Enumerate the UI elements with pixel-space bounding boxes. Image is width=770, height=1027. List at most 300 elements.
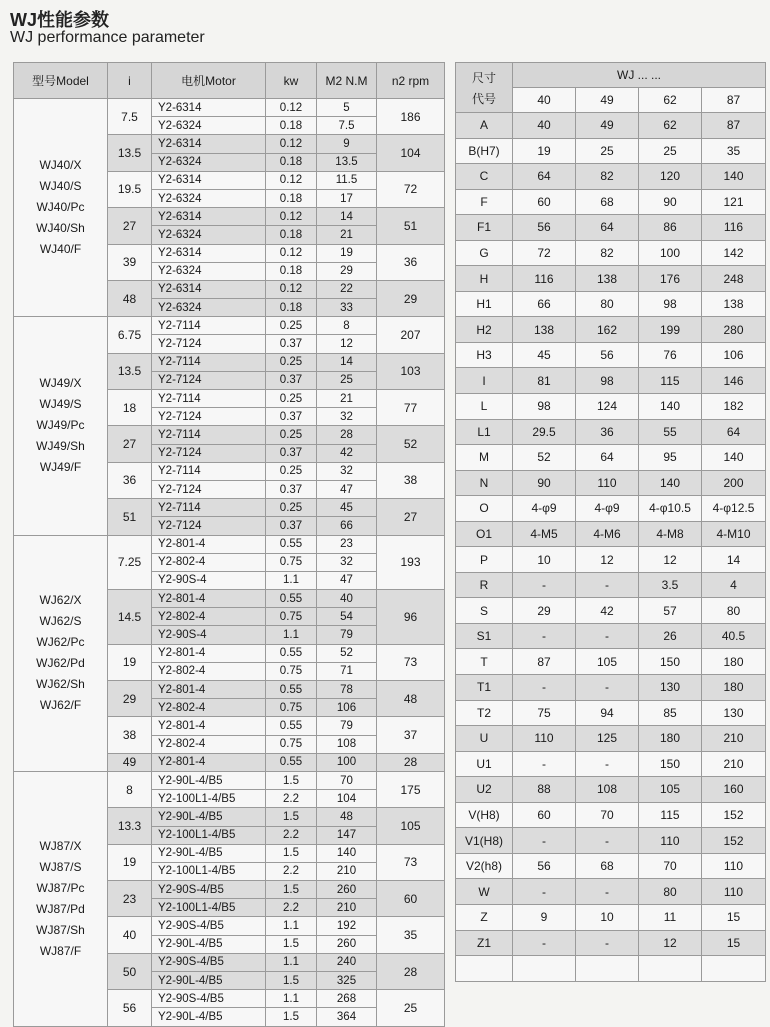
- dimension-value-cell: 140: [702, 164, 766, 190]
- torque-cell: 108: [317, 735, 377, 753]
- ratio-cell: 19: [108, 844, 152, 880]
- size-62: 62: [639, 88, 702, 113]
- dimension-value-cell: 64: [576, 215, 639, 241]
- torque-cell: 22: [317, 280, 377, 298]
- dimension-value-cell: 106: [702, 342, 766, 368]
- kw-cell: 1.1: [266, 917, 317, 935]
- dimension-code-cell: R: [456, 572, 513, 598]
- table-row: [456, 445, 766, 471]
- dimension-value-cell: 95: [639, 445, 702, 471]
- kw-cell: 0.18: [266, 153, 317, 171]
- dimension-value-cell: 152: [702, 828, 766, 854]
- rpm-cell: 29: [377, 280, 445, 316]
- table-row: [14, 535, 445, 553]
- dimension-value-cell: -: [513, 623, 576, 649]
- dimension-series-header: WJ ... ...: [513, 63, 766, 88]
- kw-cell: 0.18: [266, 299, 317, 317]
- dimension-value-cell: 152: [702, 802, 766, 828]
- torque-cell: 32: [317, 408, 377, 426]
- ratio-cell: 7.5: [108, 99, 152, 135]
- table-row: [456, 598, 766, 624]
- dimension-value-cell: 29.5: [513, 419, 576, 445]
- dimension-value-cell: 3.5: [639, 572, 702, 598]
- dimension-code-cell: L1: [456, 419, 513, 445]
- torque-cell: 11.5: [317, 171, 377, 189]
- rpm-cell: 104: [377, 135, 445, 171]
- kw-cell: 0.75: [266, 735, 317, 753]
- motor-cell: Y2-100L1-4/B5: [152, 899, 266, 917]
- dimension-value-cell: 138: [702, 291, 766, 317]
- dimension-value-cell: 19: [513, 138, 576, 164]
- table-row: [456, 419, 766, 445]
- dimension-value-cell: 160: [702, 777, 766, 803]
- model-name: WJ40/Pc: [36, 200, 85, 215]
- motor-cell: Y2-90L-4/B5: [152, 1008, 266, 1026]
- dimension-code-cell: S: [456, 598, 513, 624]
- header-ratio: i: [108, 63, 152, 99]
- dimension-value-cell: 110: [702, 879, 766, 905]
- dimension-value-cell: -: [576, 828, 639, 854]
- model-cell: [14, 317, 108, 535]
- kw-cell: 0.12: [266, 99, 317, 117]
- dimension-value-cell: 55: [639, 419, 702, 445]
- motor-cell: Y2-801-4: [152, 717, 266, 735]
- motor-cell: Y2-802-4: [152, 735, 266, 753]
- motor-cell: Y2-7124: [152, 480, 266, 498]
- kw-cell: 1.5: [266, 881, 317, 899]
- dimension-code-cell: M: [456, 445, 513, 471]
- motor-cell: Y2-90L-4/B5: [152, 771, 266, 789]
- model-cell: [14, 99, 108, 317]
- kw-cell: 0.12: [266, 171, 317, 189]
- torque-cell: 13.5: [317, 153, 377, 171]
- torque-cell: 52: [317, 644, 377, 662]
- motor-cell: Y2-90L-4/B5: [152, 935, 266, 953]
- dimension-code-cell: C: [456, 164, 513, 190]
- motor-cell: Y2-801-4: [152, 644, 266, 662]
- dimension-value-cell: 94: [576, 700, 639, 726]
- dimension-value-cell: 248: [702, 266, 766, 292]
- dimension-value-cell: 4-M10: [702, 521, 766, 547]
- torque-cell: 28: [317, 426, 377, 444]
- motor-cell: Y2-7114: [152, 317, 266, 335]
- kw-cell: 2.2: [266, 826, 317, 844]
- dimension-value-cell: 60: [513, 802, 576, 828]
- table-row: [456, 521, 766, 547]
- torque-cell: 325: [317, 972, 377, 990]
- dimension-value-cell: 25: [576, 138, 639, 164]
- table-row: [456, 215, 766, 241]
- table-row: [456, 879, 766, 905]
- torque-cell: 14: [317, 353, 377, 371]
- kw-cell: 1.1: [266, 990, 317, 1008]
- kw-cell: 0.25: [266, 353, 317, 371]
- dimension-value-cell: 98: [513, 394, 576, 420]
- motor-cell: Y2-7114: [152, 462, 266, 480]
- kw-cell: 0.18: [266, 226, 317, 244]
- dimension-code-cell: W: [456, 879, 513, 905]
- kw-cell: 1.5: [266, 935, 317, 953]
- table-row: [456, 751, 766, 777]
- dimension-header-row: [456, 63, 766, 88]
- motor-cell: Y2-7124: [152, 371, 266, 389]
- dimension-code-cell: H2: [456, 317, 513, 343]
- model-name: WJ49/F: [39, 460, 82, 475]
- table-row: [456, 802, 766, 828]
- ratio-cell: 27: [108, 208, 152, 244]
- model-name: WJ49/Sh: [36, 439, 85, 454]
- torque-cell: 21: [317, 226, 377, 244]
- kw-cell: 0.18: [266, 117, 317, 135]
- motor-cell: Y2-90S-4: [152, 571, 266, 589]
- dimension-value-cell: 15: [702, 904, 766, 930]
- table-row: [456, 266, 766, 292]
- model-name: WJ49/S: [39, 397, 82, 412]
- model-name: WJ49/X: [39, 376, 82, 391]
- dimension-code-cell: T2: [456, 700, 513, 726]
- torque-cell: 14: [317, 208, 377, 226]
- motor-cell: Y2-801-4: [152, 590, 266, 608]
- dimension-code-cell: A: [456, 113, 513, 139]
- dimension-value-cell: 10: [513, 547, 576, 573]
- rpm-cell: 48: [377, 681, 445, 717]
- motor-cell: Y2-7124: [152, 408, 266, 426]
- motor-cell: Y2-801-4: [152, 753, 266, 771]
- rpm-cell: 28: [377, 953, 445, 989]
- dimension-value-cell: 45: [513, 342, 576, 368]
- dimension-code-cell: H: [456, 266, 513, 292]
- dimension-code-cell: F: [456, 189, 513, 215]
- kw-cell: 0.37: [266, 480, 317, 498]
- torque-cell: 23: [317, 535, 377, 553]
- dimension-value-cell: -: [513, 930, 576, 956]
- motor-cell: Y2-90L-4/B5: [152, 844, 266, 862]
- torque-cell: 47: [317, 480, 377, 498]
- motor-cell: Y2-90L-4/B5: [152, 972, 266, 990]
- dimension-value-cell: 140: [702, 445, 766, 471]
- dimension-value-cell: 124: [576, 394, 639, 420]
- kw-cell: 0.75: [266, 699, 317, 717]
- dimension-value-cell: -: [513, 879, 576, 905]
- dimension-value-cell: 35: [702, 138, 766, 164]
- dimension-value-cell: 110: [576, 470, 639, 496]
- dimension-value-cell: 82: [576, 164, 639, 190]
- dimension-code-cell: Z1: [456, 930, 513, 956]
- table-row: [14, 771, 445, 789]
- table-row: [456, 572, 766, 598]
- ratio-cell: 27: [108, 426, 152, 462]
- dimension-value-cell: 90: [639, 189, 702, 215]
- motor-cell: Y2-801-4: [152, 681, 266, 699]
- dimension-code-cell: B(H7): [456, 138, 513, 164]
- rpm-cell: 35: [377, 917, 445, 953]
- dimension-value-cell: 29: [513, 598, 576, 624]
- motor-cell: Y2-6324: [152, 153, 266, 171]
- dimension-code-cell: L: [456, 394, 513, 420]
- torque-cell: 12: [317, 335, 377, 353]
- ratio-cell: 36: [108, 462, 152, 498]
- model-name: WJ87/Pc: [36, 880, 85, 895]
- ratio-cell: 38: [108, 717, 152, 753]
- dimension-code-cell: V1(H8): [456, 828, 513, 854]
- header-kw: kw: [266, 63, 317, 99]
- model-name: WJ87/X: [39, 838, 82, 853]
- rpm-cell: 60: [377, 881, 445, 917]
- kw-cell: 0.25: [266, 462, 317, 480]
- dimension-value-cell: 80: [639, 879, 702, 905]
- motor-cell: Y2-7114: [152, 353, 266, 371]
- torque-cell: 17: [317, 189, 377, 207]
- motor-cell: Y2-6324: [152, 117, 266, 135]
- motor-cell: Y2-90S-4/B5: [152, 990, 266, 1008]
- motor-cell: Y2-6324: [152, 262, 266, 280]
- dimension-code-label-2: 代号: [471, 91, 496, 106]
- model-name: WJ87/Sh: [36, 922, 85, 937]
- torque-cell: 364: [317, 1008, 377, 1026]
- motor-cell: Y2-90S-4/B5: [152, 917, 266, 935]
- dimension-value-cell: 120: [639, 164, 702, 190]
- torque-cell: 21: [317, 390, 377, 408]
- dimension-value-cell: 90: [513, 470, 576, 496]
- table-row: [456, 496, 766, 522]
- dimension-value-cell: 52: [513, 445, 576, 471]
- dimension-value-cell: 82: [576, 240, 639, 266]
- motor-cell: Y2-90S-4: [152, 626, 266, 644]
- ratio-cell: 19: [108, 644, 152, 680]
- rpm-cell: 103: [377, 353, 445, 389]
- ratio-cell: 40: [108, 917, 152, 953]
- torque-cell: 79: [317, 717, 377, 735]
- dimension-value-cell: 200: [702, 470, 766, 496]
- dimension-value-cell: 49: [576, 113, 639, 139]
- table-row: [456, 113, 766, 139]
- table-row: [14, 317, 445, 335]
- rpm-cell: 38: [377, 462, 445, 498]
- torque-cell: 32: [317, 462, 377, 480]
- table-row: [456, 547, 766, 573]
- size-40: 40: [513, 88, 576, 113]
- dimension-value-cell: 12: [639, 930, 702, 956]
- table-row: [456, 828, 766, 854]
- motor-cell: Y2-7124: [152, 517, 266, 535]
- kw-cell: 1.5: [266, 771, 317, 789]
- model-name: WJ62/S: [39, 614, 82, 629]
- table-row: [456, 956, 766, 982]
- kw-cell: 0.18: [266, 189, 317, 207]
- motor-cell: Y2-90L-4/B5: [152, 808, 266, 826]
- model-cell: [14, 771, 108, 1026]
- ratio-cell: 23: [108, 881, 152, 917]
- dimension-code-cell: G: [456, 240, 513, 266]
- rpm-cell: 175: [377, 771, 445, 807]
- dimension-value-cell: 199: [639, 317, 702, 343]
- dimension-value-cell: 4-M5: [513, 521, 576, 547]
- kw-cell: 0.75: [266, 662, 317, 680]
- torque-cell: 7.5: [317, 117, 377, 135]
- dimension-value-cell: [639, 956, 702, 982]
- table-row: [456, 164, 766, 190]
- torque-cell: 42: [317, 444, 377, 462]
- dimension-value-cell: 68: [576, 189, 639, 215]
- ratio-cell: 49: [108, 753, 152, 771]
- dimension-value-cell: 15: [702, 930, 766, 956]
- dimension-code-cell: V(H8): [456, 802, 513, 828]
- torque-cell: 78: [317, 681, 377, 699]
- dimension-value-cell: -: [576, 572, 639, 598]
- torque-cell: 66: [317, 517, 377, 535]
- model-name: WJ49/Pc: [36, 418, 85, 433]
- table-row: [456, 623, 766, 649]
- torque-cell: 106: [317, 699, 377, 717]
- size-49: 49: [576, 88, 639, 113]
- torque-cell: 19: [317, 244, 377, 262]
- ratio-cell: 13.3: [108, 808, 152, 844]
- kw-cell: 0.18: [266, 262, 317, 280]
- ratio-cell: 50: [108, 953, 152, 989]
- kw-cell: 0.37: [266, 444, 317, 462]
- kw-cell: 0.75: [266, 608, 317, 626]
- dimension-value-cell: 4-φ12.5: [702, 496, 766, 522]
- torque-cell: 79: [317, 626, 377, 644]
- torque-cell: 260: [317, 935, 377, 953]
- dimension-code-cell: Z: [456, 904, 513, 930]
- torque-cell: 40: [317, 590, 377, 608]
- motor-cell: Y2-7124: [152, 444, 266, 462]
- dimension-value-cell: 108: [576, 777, 639, 803]
- motor-cell: Y2-100L1-4/B5: [152, 790, 266, 808]
- dimension-value-cell: 4-M8: [639, 521, 702, 547]
- header-torque: M2 N.M: [317, 63, 377, 99]
- model-name: WJ62/Sh: [36, 677, 85, 692]
- header-rpm: n2 rpm: [377, 63, 445, 99]
- dimension-value-cell: -: [513, 751, 576, 777]
- model-name: WJ62/Pd: [36, 656, 85, 671]
- dimension-value-cell: 98: [576, 368, 639, 394]
- kw-cell: 0.12: [266, 208, 317, 226]
- dimension-value-cell: 180: [702, 675, 766, 701]
- kw-cell: 0.55: [266, 590, 317, 608]
- dimension-value-cell: 85: [639, 700, 702, 726]
- kw-cell: 1.1: [266, 571, 317, 589]
- torque-cell: 47: [317, 571, 377, 589]
- motor-cell: Y2-7124: [152, 335, 266, 353]
- dimension-code-cell: [456, 956, 513, 982]
- dimension-code-cell: T: [456, 649, 513, 675]
- rpm-cell: 25: [377, 990, 445, 1026]
- dimension-value-cell: 60: [513, 189, 576, 215]
- dimension-value-cell: -: [576, 675, 639, 701]
- dimension-value-cell: 140: [639, 470, 702, 496]
- rpm-cell: 207: [377, 317, 445, 353]
- table-row: [456, 317, 766, 343]
- kw-cell: 1.5: [266, 1008, 317, 1026]
- torque-cell: 32: [317, 553, 377, 571]
- ratio-cell: 39: [108, 244, 152, 280]
- kw-cell: 1.5: [266, 808, 317, 826]
- motor-cell: Y2-7114: [152, 426, 266, 444]
- motor-cell: Y2-802-4: [152, 553, 266, 571]
- dimension-value-cell: 87: [513, 649, 576, 675]
- dimension-value-cell: 10: [576, 904, 639, 930]
- torque-cell: 192: [317, 917, 377, 935]
- model-name: WJ40/S: [39, 179, 82, 194]
- dimension-code-cell: I: [456, 368, 513, 394]
- dimension-value-cell: 130: [639, 675, 702, 701]
- dimension-value-cell: 176: [639, 266, 702, 292]
- dimension-value-cell: 138: [576, 266, 639, 292]
- motor-cell: Y2-90S-4/B5: [152, 953, 266, 971]
- model-name: WJ87/F: [39, 943, 82, 958]
- rpm-cell: 28: [377, 753, 445, 771]
- ratio-cell: 48: [108, 280, 152, 316]
- kw-cell: 2.2: [266, 899, 317, 917]
- rpm-cell: 77: [377, 390, 445, 426]
- torque-cell: 210: [317, 899, 377, 917]
- dimension-value-cell: 81: [513, 368, 576, 394]
- dimension-value-cell: -: [576, 623, 639, 649]
- torque-cell: 54: [317, 608, 377, 626]
- table-row: [456, 726, 766, 752]
- size-87: 87: [702, 88, 766, 113]
- rpm-cell: 186: [377, 99, 445, 135]
- table-row: [456, 777, 766, 803]
- dimension-value-cell: -: [576, 751, 639, 777]
- table-row: [456, 342, 766, 368]
- dimension-code-cell: S1: [456, 623, 513, 649]
- torque-cell: 29: [317, 262, 377, 280]
- dimension-code-cell: P: [456, 547, 513, 573]
- table-row: [456, 189, 766, 215]
- dimension-value-cell: 100: [639, 240, 702, 266]
- motor-cell: Y2-100L1-4/B5: [152, 862, 266, 880]
- table-row: [456, 470, 766, 496]
- dimension-value-cell: 146: [702, 368, 766, 394]
- kw-cell: 0.25: [266, 317, 317, 335]
- dimension-value-cell: 180: [702, 649, 766, 675]
- motor-cell: Y2-7114: [152, 390, 266, 408]
- motor-cell: Y2-802-4: [152, 608, 266, 626]
- dimension-code-cell: U1: [456, 751, 513, 777]
- dimension-value-cell: 4-φ9: [513, 496, 576, 522]
- model-name: WJ62/Pc: [36, 635, 85, 650]
- dimension-value-cell: 88: [513, 777, 576, 803]
- dimension-value-cell: 210: [702, 726, 766, 752]
- header-model: 型号Model: [14, 63, 108, 99]
- dimension-value-cell: 11: [639, 904, 702, 930]
- ratio-cell: 56: [108, 990, 152, 1026]
- torque-cell: 33: [317, 299, 377, 317]
- dimension-value-cell: 110: [639, 828, 702, 854]
- table-row: [456, 675, 766, 701]
- dimension-code-cell: U2: [456, 777, 513, 803]
- model-cell: [14, 535, 108, 771]
- dimension-value-cell: 130: [702, 700, 766, 726]
- kw-cell: 0.37: [266, 517, 317, 535]
- dimension-value-cell: 76: [639, 342, 702, 368]
- dimension-value-cell: 26: [639, 623, 702, 649]
- dimension-value-cell: 14: [702, 547, 766, 573]
- motor-cell: Y2-6314: [152, 280, 266, 298]
- kw-cell: 0.37: [266, 408, 317, 426]
- dimension-code-cell: T1: [456, 675, 513, 701]
- motor-cell: Y2-100L1-4/B5: [152, 826, 266, 844]
- model-name: WJ40/F: [39, 242, 82, 257]
- motor-cell: Y2-6314: [152, 208, 266, 226]
- kw-cell: 1.1: [266, 953, 317, 971]
- dimension-value-cell: [576, 956, 639, 982]
- motor-cell: Y2-6314: [152, 244, 266, 262]
- torque-cell: 240: [317, 953, 377, 971]
